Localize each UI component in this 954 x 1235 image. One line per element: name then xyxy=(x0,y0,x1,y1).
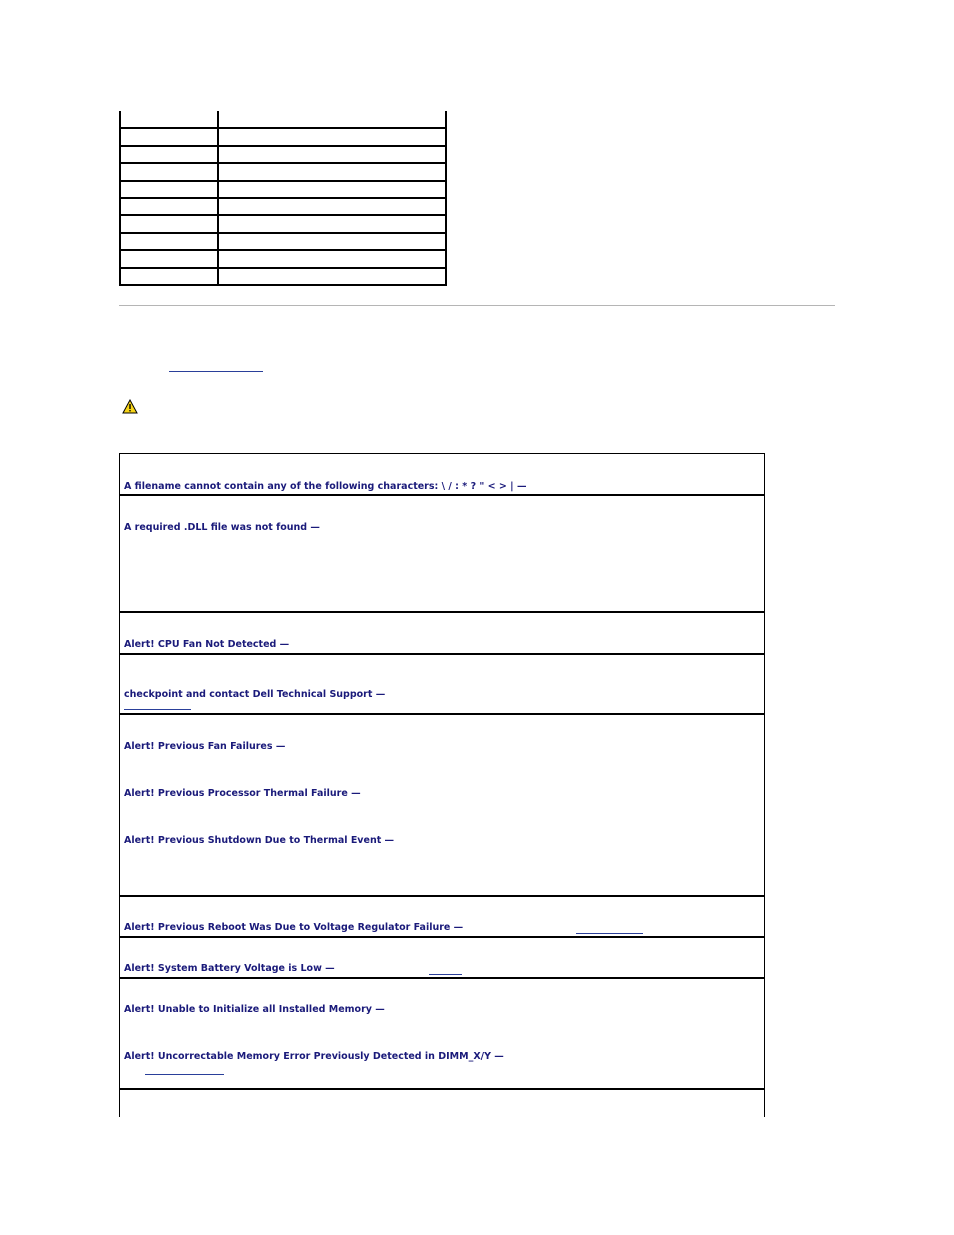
memory-link[interactable] xyxy=(145,1074,224,1075)
table-row xyxy=(120,613,764,655)
message-fan-failures: Alert! Previous Fan Failures — xyxy=(124,741,286,752)
voltage-regulator-link[interactable] xyxy=(576,933,643,934)
message-battery-low: Alert! System Battery Voltage is Low — xyxy=(124,963,335,974)
table-row xyxy=(120,655,764,715)
message-checkpoint-support: checkpoint and contact Dell Technical Support — xyxy=(124,689,386,700)
message-memory-init: Alert! Unable to Initialize all Installed Memory — xyxy=(124,1004,385,1015)
message-processor-thermal: Alert! Previous Processor Thermal Failure — xyxy=(124,788,361,799)
error-messages-table xyxy=(119,453,765,1117)
message-dll-not-found: A required .DLL file was not found — xyxy=(124,522,320,533)
section-link[interactable] xyxy=(169,371,263,372)
warning-triangle-icon xyxy=(122,399,138,418)
message-cpu-fan: Alert! CPU Fan Not Detected — xyxy=(124,639,290,650)
table-row xyxy=(120,938,764,979)
table-row xyxy=(120,1090,764,1117)
table-row xyxy=(120,454,764,496)
message-thermal-shutdown: Alert! Previous Shutdown Due to Thermal Event — xyxy=(124,835,395,846)
table-row xyxy=(120,715,764,897)
message-filename-chars: A filename cannot contain any of the following characters: \ / : * ? " < > | — xyxy=(124,481,527,492)
section-divider xyxy=(119,305,835,306)
battery-link[interactable] xyxy=(429,974,462,975)
table-row xyxy=(120,979,764,1090)
message-memory-error: Alert! Uncorrectable Memory Error Previously Detected in DIMM_X/Y — xyxy=(124,1051,504,1062)
table-row xyxy=(120,897,764,938)
support-link[interactable] xyxy=(124,709,191,710)
message-voltage-regulator: Alert! Previous Reboot Was Due to Voltage Regulator Failure — xyxy=(124,922,464,933)
table-row xyxy=(120,496,764,613)
empty-info-table xyxy=(119,111,447,286)
